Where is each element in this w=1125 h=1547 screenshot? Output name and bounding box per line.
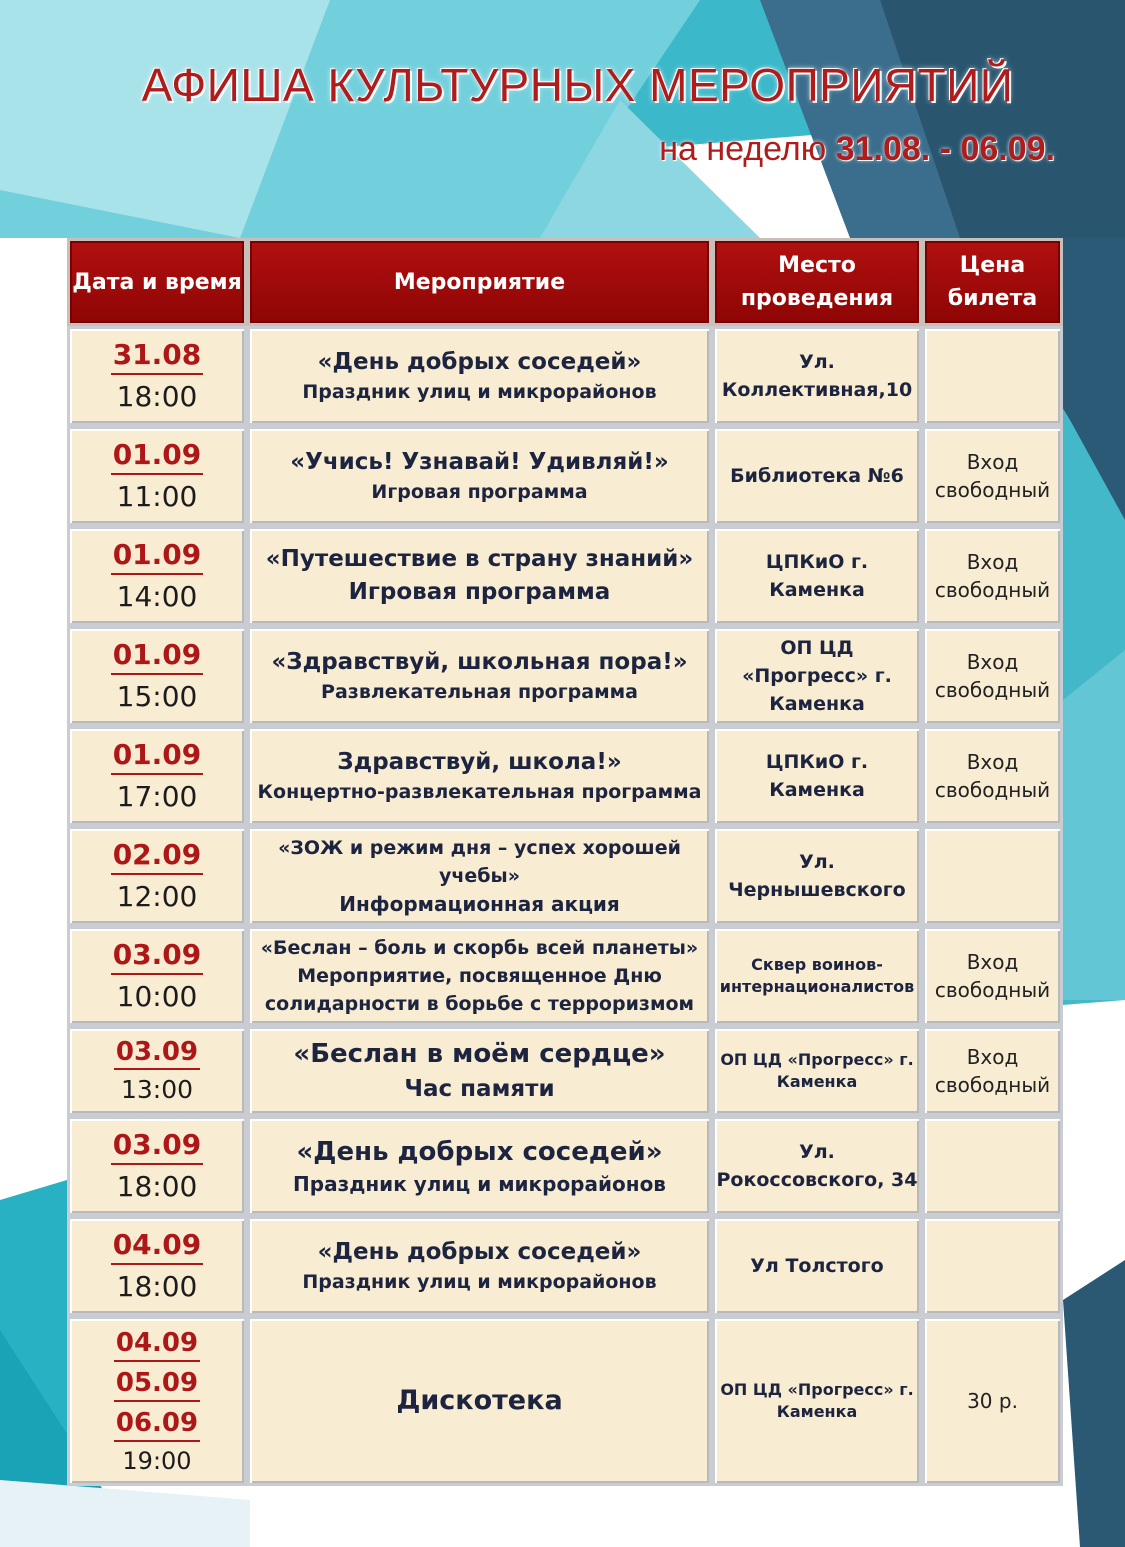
event-time: 17:00 [116, 780, 198, 813]
header-place: Место проведения [712, 238, 922, 326]
event-date: 03.09 [111, 1127, 204, 1165]
table-row [67, 626, 1063, 726]
header-event: Мероприятие [247, 238, 712, 326]
date-cell [67, 726, 247, 826]
table-row [67, 1316, 1063, 1486]
event-title: Здравствуй, школа!» [337, 749, 622, 775]
table-row [67, 926, 1063, 1026]
date-cell [67, 1026, 247, 1116]
event-subtitle: Праздник улиц и микрорайонов [293, 1172, 666, 1196]
event-place: Ул Толстого [750, 1255, 884, 1277]
event-date: 01.09 [111, 537, 204, 575]
place-cell [712, 626, 922, 726]
price-cell [922, 1216, 1063, 1316]
event-date: 01.09 [111, 737, 204, 775]
events-body [67, 326, 1063, 1486]
date-cell [67, 1216, 247, 1316]
event-place: ЦПКиО г. Каменка [765, 751, 869, 801]
event-date: 05.09 [114, 1366, 200, 1402]
event-place: Ул. Рокоссовского, 34 [716, 1141, 918, 1191]
event-title: «Беслан в моём сердце» [293, 1039, 666, 1069]
table-row [67, 326, 1063, 426]
event-title: «Здравствуй, школьная пора!» [271, 649, 688, 675]
event-date: 02.09 [111, 837, 204, 875]
date-cell [67, 326, 247, 426]
place-cell [712, 526, 922, 626]
date-cell [67, 1316, 247, 1486]
event-date: 03.09 [114, 1036, 200, 1070]
event-time: 11:00 [116, 480, 198, 513]
event-price: Вход свободный [934, 450, 1051, 502]
event-title: «Беслан – боль и скорбь всей планеты» [260, 937, 699, 959]
event-title: «ЗОЖ и режим дня – успех хорошей учебы» [278, 837, 681, 887]
subtitle-dates: 31.08. - 06.09. [835, 130, 1055, 168]
place-cell [712, 826, 922, 926]
event-subtitle: Развлекательная программа [321, 681, 638, 703]
event-cell [247, 726, 712, 826]
header-date: Дата и время [67, 238, 247, 326]
event-place: ОП ЦД «Прогресс» г. Каменка [742, 637, 892, 715]
event-time: 15:00 [116, 680, 198, 713]
header-price: Цена билета [922, 238, 1063, 326]
date-cell [67, 526, 247, 626]
place-cell [712, 1216, 922, 1316]
event-date: 01.09 [111, 437, 204, 475]
table-row [67, 426, 1063, 526]
price-cell [922, 526, 1063, 626]
place-cell [712, 326, 922, 426]
price-cell [922, 626, 1063, 726]
table-row [67, 826, 1063, 926]
place-cell [712, 926, 922, 1026]
subtitle-prefix: на неделю [659, 130, 836, 168]
event-price: Вход свободный [934, 750, 1051, 802]
price-cell [922, 1316, 1063, 1486]
date-cell [67, 626, 247, 726]
event-price: Вход свободный [934, 950, 1051, 1002]
event-time: 13:00 [120, 1075, 194, 1104]
event-title: «День добрых соседей» [317, 1239, 642, 1265]
event-subtitle: Концертно-развлекательная программа [257, 781, 702, 803]
event-time: 10:00 [116, 980, 198, 1013]
date-cell [67, 826, 247, 926]
table-row [67, 726, 1063, 826]
event-title: «День добрых соседей» [296, 1137, 663, 1167]
event-cell [247, 626, 712, 726]
event-date: 04.09 [111, 1227, 204, 1265]
event-subtitle: Игровая программа [371, 481, 588, 503]
event-place: ОП ЦД «Прогресс» г. Каменка [720, 1050, 914, 1091]
event-price: Вход свободный [934, 1045, 1051, 1097]
price-cell [922, 826, 1063, 926]
place-cell [712, 1026, 922, 1116]
event-time: 18:00 [116, 1270, 198, 1303]
place-cell [712, 1116, 922, 1216]
event-place: Ул. Чернышевского [728, 851, 906, 901]
events-table [67, 238, 1063, 1486]
event-subtitle: Праздник улиц и микрорайонов [302, 381, 657, 403]
event-place: Ул. Коллективная,10 [721, 351, 913, 401]
event-place: ЦПКиО г. Каменка [765, 551, 869, 601]
place-cell [712, 726, 922, 826]
event-title: «Учись! Узнавай! Удивляй!» [290, 449, 669, 475]
price-cell [922, 726, 1063, 826]
event-subtitle: Мероприятие, посвященное Дню солидарности в борьбе с терроризмом [264, 965, 695, 1015]
event-cell [247, 1316, 712, 1486]
place-cell [712, 426, 922, 526]
event-price: Вход свободный [934, 550, 1051, 602]
event-time: 14:00 [116, 580, 198, 613]
event-subtitle: Игровая программа [348, 579, 611, 605]
event-cell [247, 1026, 712, 1116]
page-title: АФИША КУЛЬТУРНЫХ МЕРОПРИЯТИЙ [141, 59, 1014, 111]
date-cell [67, 426, 247, 526]
event-title: «Путешествие в страну знаний» [265, 546, 694, 572]
event-date: 03.09 [111, 937, 204, 975]
price-cell [922, 326, 1063, 426]
event-time: 18:00 [116, 380, 198, 413]
price-cell [922, 926, 1063, 1026]
event-cell [247, 526, 712, 626]
price-cell [922, 1026, 1063, 1116]
event-subtitle: Информационная акция [339, 892, 620, 916]
event-title: Дискотека [396, 1385, 563, 1416]
header-row [67, 238, 1063, 326]
event-place: Сквер воинов-интернационалистов [719, 955, 915, 996]
event-cell [247, 1216, 712, 1316]
table-row [67, 526, 1063, 626]
event-time: 12:00 [116, 880, 198, 913]
event-subtitle: Час памяти [404, 1076, 555, 1102]
price-cell [922, 426, 1063, 526]
event-cell [247, 826, 712, 926]
table-row [67, 1216, 1063, 1316]
page-subtitle [659, 130, 1055, 169]
event-title: «День добрых соседей» [317, 349, 642, 375]
event-cell [247, 926, 712, 1026]
event-time: 18:00 [116, 1170, 198, 1203]
event-cell [247, 326, 712, 426]
event-place: ОП ЦД «Прогресс» г. Каменка [720, 1380, 914, 1421]
event-date: 04.09 [114, 1326, 200, 1362]
event-price: Вход свободный [934, 650, 1051, 702]
place-cell [712, 1316, 922, 1486]
event-cell [247, 1116, 712, 1216]
table-row [67, 1116, 1063, 1216]
event-date: 31.08 [111, 337, 204, 375]
event-price: 30 р. [967, 1389, 1018, 1413]
event-place: Библиотека №6 [730, 465, 904, 487]
event-cell [247, 426, 712, 526]
date-cell [67, 926, 247, 1026]
date-cell [67, 1116, 247, 1216]
event-date: 01.09 [111, 637, 204, 675]
table-row [67, 1026, 1063, 1116]
event-date: 06.09 [114, 1406, 200, 1442]
event-time: 19:00 [122, 1447, 192, 1475]
price-cell [922, 1116, 1063, 1216]
event-subtitle: Праздник улиц и микрорайонов [302, 1271, 657, 1293]
